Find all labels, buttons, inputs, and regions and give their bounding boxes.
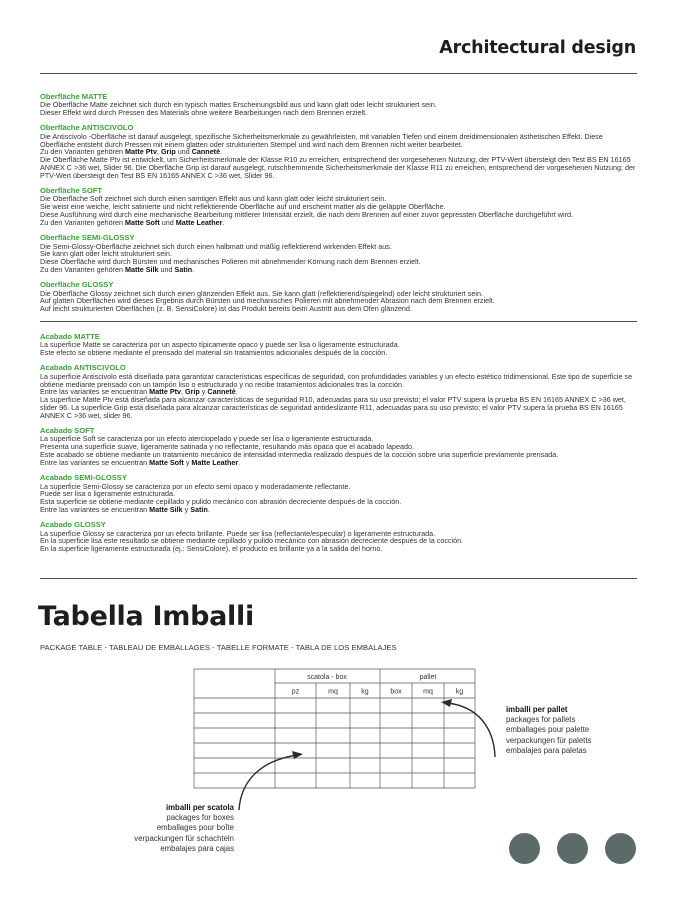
- text-run: .: [235, 387, 238, 397]
- text-run: En la superficie ligeramente estructurada (ej.: SensiColore), el producto es brillante ya a la salida del horno.: [40, 544, 383, 554]
- text-run: .: [222, 218, 225, 228]
- finish-heading: Oberfläche GLOSSY: [40, 280, 114, 290]
- variant-name: Matte Silk: [149, 505, 183, 515]
- column-header: mq: [423, 688, 433, 696]
- text-run: Este acabado se obtiene mediante un tratamiento mecánico de intensidad intermedia realizado después de la cocción sobre una superficie previamente prensada.: [40, 450, 559, 460]
- text-run: Die Semi-Glossy-Oberfläche zeichnet sich durch einen halbmatt und mäßig reflektierend wirkenden Effekt aus.: [40, 241, 392, 251]
- arrowhead-icon: [441, 699, 452, 707]
- column-header: kg: [455, 688, 464, 696]
- text-run: La superficie Antiscivolo está diseñada para garantizar características específicas de seguridad, con profundidades variables y un efecto estético tridimensional. Este tipo de superficie se obtiene mediante prensado con un tampón liso o estructurado y no recibe tratamientos adicionales tras la cocción.: [40, 371, 633, 389]
- group-header-box: scatola - box: [307, 674, 347, 681]
- variant-name: Cannetè: [207, 387, 236, 397]
- column-header: mq: [328, 688, 338, 696]
- variant-name: Matte Ptv: [124, 147, 157, 157]
- text-run: La superficie Matte Ptv está diseñada para alcanzar características de seguridad R10, adecuadas para su uso previsto; el valor PTV supera la prueba BS EN 16165 ANNEX C >36 wet, slider 96. La superficie Grip está diseñada para alcanzar características de seguridad antideslizante R11, adecuadas para su uso previsto; el valor PTV supera la prueba BS EN 16165 ANNEX C >36 wet, slider 96.: [40, 395, 626, 421]
- group-header-pallet: pallet: [419, 674, 437, 681]
- text-run: y: [199, 387, 208, 397]
- finish-heading: Oberfläche SEMI-GLOSSY: [40, 233, 135, 243]
- text-run: und: [159, 218, 176, 228]
- text-run: La superficie Semi-Glossy se caracteriza por un efecto semi opaco y moderadamente reflectante.: [40, 481, 351, 491]
- finish-heading: Acabado ANTISCIVOLO: [40, 363, 126, 373]
- text-run: Zu den Varianten gehören: [40, 147, 125, 157]
- finish-heading: Acabado SOFT: [40, 426, 95, 436]
- text-run: Esta superficie se obtiene mediante cepillado y pulido mecánico con abrasión decreciente después de la cocción.: [40, 497, 402, 507]
- variant-name: Cannetè: [191, 147, 221, 157]
- text-run: Presenta una superficie suave, ligeramente satinada y no reflectante, resultando más opaca que el acabado lapeado.: [40, 442, 414, 452]
- callout-line: verpackungen für schachteln: [134, 833, 234, 843]
- variant-name: Matte Silk: [124, 265, 159, 275]
- decor-dot: [605, 833, 636, 864]
- finish-heading: Oberfläche ANTISCIVOLO: [40, 123, 134, 133]
- finish-heading: Oberfläche MATTE: [40, 92, 108, 101]
- callout-pallet: [506, 705, 591, 756]
- text-run: Die Oberfläche Matte zeichnet sich durch ein typisch mattes Erscheinungsbild aus und kann glatt oder leicht strukturiert sein.: [40, 100, 437, 110]
- callout-line: emballages pour palette: [506, 725, 590, 735]
- finish-heading: Acabado MATTE: [40, 332, 100, 341]
- decor-dot: [509, 833, 540, 864]
- text-run: y: [183, 458, 192, 468]
- variant-name: Satin: [174, 265, 193, 275]
- callout-box: [134, 803, 234, 854]
- callout-box-title: imballi per scatola: [165, 803, 234, 812]
- text-run: La superficie Glossy se caracteriza por un efecto brillante. Puede ser lisa (reflectante/especular) o ligeramente estructurada.: [40, 528, 436, 538]
- column-header: kg: [361, 688, 369, 696]
- text-run: Die Oberfläche Soft zeichnet sich durch einen samtigen Effekt aus und kann glatt oder leicht strukturiert sein.: [40, 194, 387, 204]
- text-run: Die Antiscivolo -Oberfläche ist darauf ausgelegt, spezifische Sicherheitsmerkmale zu gewährleisten, mit variablen Tiefen und einem dreidimensionalen ästhetischen Effekt. Diese Oberfläche entsteht durch Pressen mit einem glatten oder strukturierten Stempel und wird nach dem Brennen nicht weiter bearbeitet.: [40, 131, 603, 149]
- text-run: La superficie Soft se caracteriza por un efecto aterciopelado y puede ser lisa o ligeramente estructurada.: [40, 434, 374, 444]
- finish-heading: Acabado GLOSSY: [40, 520, 106, 530]
- decor-dot: [557, 833, 588, 864]
- text-run: Puede ser lisa o ligeramente estructurada.: [40, 489, 176, 499]
- callout-pallet-title: imballi per pallet: [506, 705, 568, 714]
- variant-name: Matte Ptv: [149, 387, 182, 397]
- text-run: Zu den Varianten gehören: [40, 265, 125, 275]
- text-run: La superficie Matte se caracteriza por un aspecto típicamente opaco y puede ser lisa o ligeramente estructurada.: [40, 340, 400, 350]
- variant-name: Matte Leather: [175, 218, 223, 228]
- text-run: Diese Ausführung wird durch eine mechanische Bearbeitung mittlerer Intensität erzielt, die nach dem Brennen auf einer zuvor gepressten Oberfläche durchgeführt wird.: [40, 210, 573, 220]
- text-run: Entre las variantes se encuentran: [40, 387, 150, 397]
- text-run: Este efecto se obtiene mediante el prensado del material sin tratamientos adicionales después de la cocción.: [40, 348, 388, 358]
- text-run: Die Oberfläche Glossy zeichnet sich durch einen glänzenden Effekt aus. Sie kann glatt (reflektierend/spiegelnd) oder leicht strukturiert sein.: [40, 288, 483, 298]
- text-run: Sie kann glatt oder leicht strukturiert sein.: [40, 249, 172, 259]
- column-header: pz: [291, 688, 300, 696]
- text-run: y: [182, 505, 191, 515]
- tabella-subtitle: PACKAGE TABLE - TABLEAU DE EMBALLAGES - TABELLE FORMATE - TABLA DE LOS EMBALAJES: [40, 643, 397, 652]
- variant-name: Matte Leather: [191, 458, 239, 468]
- callout-line: embalajes para paletas: [506, 745, 587, 755]
- text-run: Zu den Varianten gehören: [40, 218, 125, 228]
- text-run: Entre las variantes se encuentran: [40, 505, 150, 515]
- text-run: und: [175, 147, 192, 157]
- tabella-title: Tabella Imballi: [38, 601, 254, 632]
- arrow-box: [239, 751, 303, 810]
- page-title: Architectural design: [439, 38, 636, 58]
- column-header: box: [390, 688, 402, 696]
- callout-line: verpackungen für paletts: [506, 735, 592, 745]
- text-run: Sie weist eine weiche, leicht satinierte und nicht reflektierende Oberfläche auf und erscheint matter als die geläppte Oberfläche.: [40, 202, 446, 212]
- text-run: ,: [156, 147, 161, 157]
- text-run: Auf leicht strukturierten Oberflächen (z. B. SensiColore) ist das Produkt bereits beim Austritt aus dem Ofen glänzend.: [40, 304, 412, 314]
- text-run: Die Oberfläche Matte Ptv ist entwickelt, um Sicherheitsmerkmale der Klasse R10 zu erreichen, entsprechend der vorgesehenen Nutzung; der PTV-Wert übersteigt den Test BS EN 16165 ANNEX C >36 wet, Slider 96. Die Oberfläche Grip ist darauf ausgelegt, rutschhemmende Sicherheitsmerkmale der Klasse R11 zu erreichen, entsprechend der vorgesehenen Nutzung; der PTV-Wert übersteigt den Test BS EN 16165 ANNEX C >36 wet, Slider 96.: [40, 155, 636, 181]
- variant-name: Matte Soft: [124, 218, 160, 228]
- variant-name: Grip: [160, 147, 176, 157]
- text-run: ,: [181, 387, 186, 397]
- finish-heading: Acabado SEMI-GLOSSY: [40, 473, 127, 483]
- finish-heading: Oberfläche SOFT: [40, 186, 103, 196]
- text-run: Entre las variantes se encuentran: [40, 458, 150, 468]
- callout-line: packages for pallets: [506, 715, 576, 725]
- text-run: und: [158, 265, 175, 275]
- text-run: Dieser Effekt wird durch Pressen des Materials ohne weitere Bearbeitungen nach dem Brennen erzielt.: [40, 108, 368, 118]
- text-run: En la superficie lisa este resultado se obtiene mediante cepillado y pulido mecánico con abrasión decreciente después de la cocción.: [40, 536, 464, 546]
- text-run: .: [238, 458, 241, 468]
- text-run: Auf glatten Oberflächen wird dieses Ergebnis durch Bürsten und mechanisches Polieren mit abnehmender Abrasion nach dem Brennen erzielt.: [40, 296, 495, 306]
- variant-name: Matte Soft: [149, 458, 184, 468]
- callout-line: embalajes para cajas: [160, 843, 234, 853]
- callout-line: emballages pour boîte: [156, 823, 234, 833]
- variant-name: Satin: [190, 505, 208, 515]
- variant-name: Grip: [185, 387, 200, 397]
- page-dots: [509, 833, 636, 864]
- text-run: .: [220, 147, 223, 157]
- text-run: .: [192, 265, 195, 275]
- text-run: .: [207, 505, 210, 515]
- callout-line: packages for boxes: [166, 813, 234, 823]
- text-run: Diese Oberfläche wird durch Bürsten und mechanisches Polieren mit abnehmender Körnung nach dem Brennen erzielt.: [40, 257, 421, 267]
